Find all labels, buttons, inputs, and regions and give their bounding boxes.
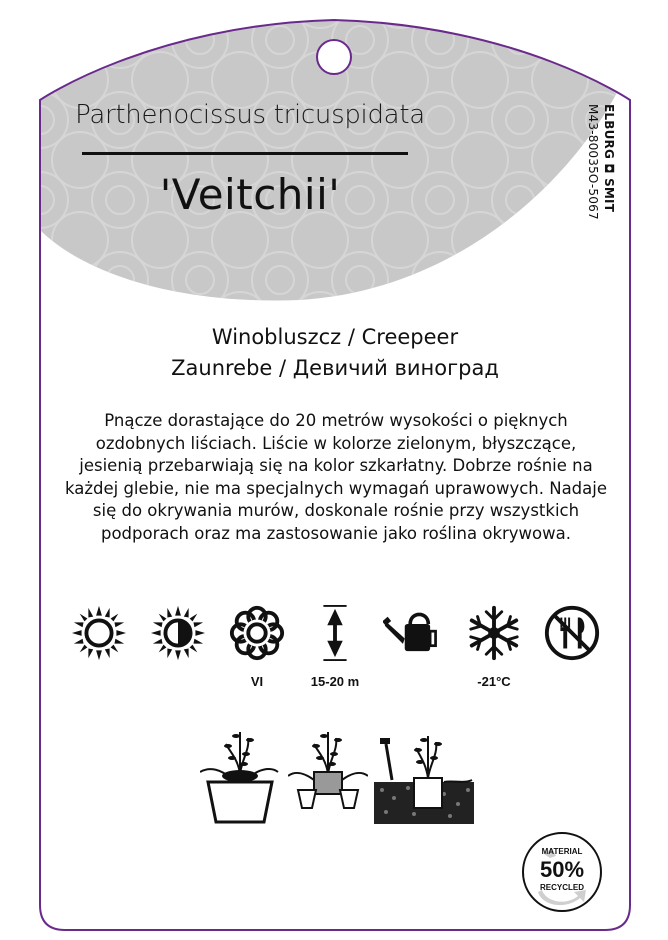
common-names-line1: Winobluszcz / Creepeer <box>211 325 459 349</box>
latin-name: Parthenocissus tricuspidata <box>75 100 425 130</box>
not-edible-icon <box>543 604 601 662</box>
full-sun-icon <box>70 604 128 662</box>
product-code: M43-80035O-5067 <box>586 104 600 220</box>
common-names-line2: Zaunrebe / Девичий виноград <box>171 356 499 380</box>
brand-name: ELBURG ◘ SMIT <box>602 104 616 213</box>
caption-frost: -21°C <box>477 674 511 689</box>
recycled-label-top: MATERIAL <box>541 847 583 856</box>
description: Pnącze dorastające do 20 metrów wysokości o pięknych ozdobnych liściach. Liście w kolorze zielonym, błyszczące, jesienią przebarwiają się na kolor szkarłatny. Dobrze rośnie na każdej glebie, nie ma specjalnych wymagań uprawowych. Nadaje się do okrywania murów, doskonale rośnie przy wszystkich podporach oraz ma zastosowanie jako roślina okrywowa. <box>64 411 608 543</box>
brand-block <box>588 104 618 254</box>
recycled-percent: 50% <box>539 857 585 882</box>
title-divider <box>82 152 408 155</box>
recycled-badge <box>520 830 604 914</box>
watering-can-icon <box>383 604 441 662</box>
partial-shade-icon <box>149 604 207 662</box>
cultivar-name: 'Veitchii' <box>159 170 341 219</box>
caption-height: 15-20 m <box>310 674 360 689</box>
loosen-roots-icon <box>288 724 368 824</box>
recycled-label-bottom: RECYCLED <box>539 883 584 892</box>
caption-flowering: VI <box>250 674 264 689</box>
remove-pot-icon <box>200 724 280 824</box>
frost-hardiness-icon <box>465 604 523 662</box>
plant-in-ground-icon <box>374 724 474 824</box>
height-arrow-icon <box>306 604 364 662</box>
flower-icon <box>228 604 286 662</box>
hang-hole <box>317 40 351 74</box>
